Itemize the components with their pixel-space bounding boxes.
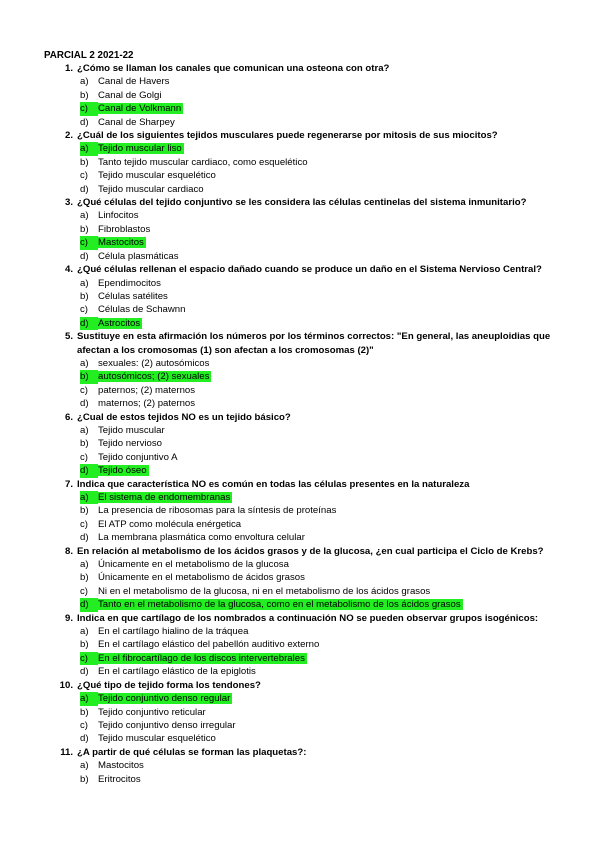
option-letter: b) (80, 572, 89, 584)
question-header (44, 330, 564, 357)
correct-answer-option (44, 652, 564, 665)
question-6 (44, 411, 564, 478)
answer-option (44, 384, 564, 397)
question-text: Indica en que cartílago de los nombrados a continuación NO se pueden observar grupos isogénicos: (77, 612, 539, 624)
option-text: Célula plasmáticas (98, 250, 179, 262)
option-letter: b) (80, 290, 89, 302)
answer-option (44, 75, 564, 88)
option-text: El sistema de endomembranas (98, 492, 231, 503)
question-3 (44, 196, 564, 263)
option-letter: b) (80, 706, 89, 718)
option-text: Tejido conjuntivo denso regular (98, 693, 231, 705)
question-number: 2. (64, 130, 73, 142)
question-header (44, 612, 564, 625)
option-letter: a) (80, 693, 89, 705)
option-text: Células satélites (98, 290, 168, 302)
question-number: 11. (60, 746, 73, 758)
answer-option (44, 531, 564, 544)
question-list (44, 62, 564, 786)
question-number: 8. (64, 545, 73, 557)
correct-answer-option (44, 317, 564, 330)
option-letter: b) (80, 156, 89, 168)
option-letter: c) (80, 719, 88, 731)
question-text: ¿Cuál de los siguientes tejidos musculares puede regenerarse por mitosis de sus miocitos? (77, 130, 498, 142)
option-text: paternos; (2) maternos (98, 384, 196, 396)
question-header (44, 478, 564, 491)
answer-option (44, 156, 564, 169)
option-letter: a) (80, 559, 89, 571)
answer-option (44, 223, 564, 236)
answer-option (44, 719, 564, 732)
option-letter: d) (80, 733, 89, 745)
option-letter: d) (80, 317, 89, 329)
option-letter: b) (80, 223, 89, 235)
option-text: En el cartílago hialino de la tráquea (98, 626, 249, 638)
question-2 (44, 129, 564, 196)
question-number: 9. (64, 612, 73, 624)
option-text: Canal de Volkmann (98, 103, 182, 115)
option-letter: d) (80, 183, 89, 195)
correct-answer-option (44, 102, 564, 115)
question-header (44, 411, 564, 424)
question-4 (44, 263, 564, 330)
option-letter: d) (80, 532, 89, 544)
option-letter: b) (80, 505, 89, 517)
option-text: autosómicos; (2) sexuales (98, 371, 210, 383)
page-title: PARCIAL 2 2021-22 (44, 50, 134, 61)
option-letter: a) (80, 210, 89, 222)
answer-option (44, 585, 564, 598)
option-text: Tejido nervioso (98, 438, 162, 450)
correct-answer-option (44, 236, 564, 249)
option-letter: a) (80, 357, 89, 369)
option-text: maternos; (2) paternos (98, 398, 196, 410)
option-text: Ependimocitos (98, 277, 161, 289)
option-letter: c) (80, 451, 88, 463)
question-number: 3. (64, 197, 73, 209)
option-text: Tejido conjuntivo denso irregular (98, 719, 236, 731)
question-text: ¿Cómo se llaman los canales que comunican una osteona con otra? (77, 63, 390, 74)
option-text: Únicamente en el metabolismo de la glucosa (98, 559, 289, 571)
answer-option (44, 277, 564, 290)
option-letter: b) (80, 371, 89, 383)
question-9 (44, 612, 564, 679)
option-letter: c) (80, 237, 88, 249)
answer-option (44, 451, 564, 464)
answer-option (44, 357, 564, 370)
option-text: Tanto en el metabolismo de la glucosa, como en el metabolismo de los ácidos grasos (98, 599, 461, 611)
option-text: Tejido muscular esquelético (98, 170, 216, 182)
correct-answer-option (44, 491, 564, 504)
option-letter: d) (80, 250, 89, 262)
answer-option (44, 732, 564, 745)
option-text: Canal de Golgi (98, 89, 162, 101)
answer-option (44, 504, 564, 517)
answer-option (44, 558, 564, 571)
question-header (44, 196, 564, 209)
question-number: 4. (64, 264, 73, 276)
question-number: 5. (64, 331, 73, 343)
question-text: ¿Cual de estos tejidos NO es un tejido básico? (77, 411, 291, 423)
question-header (44, 129, 564, 142)
answer-option (44, 638, 564, 651)
answer-option (44, 209, 564, 222)
answer-option (44, 424, 564, 437)
option-letter: c) (80, 384, 88, 396)
option-letter: b) (80, 639, 89, 651)
option-text: Fibroblastos (98, 223, 151, 235)
option-text: Tejido muscular (98, 424, 165, 436)
option-letter: d) (80, 116, 89, 128)
question-header (44, 62, 564, 75)
question-header (44, 263, 564, 276)
option-text: Tejido conjuntivo reticular (98, 706, 206, 718)
answer-option (44, 625, 564, 638)
option-letter: d) (80, 465, 89, 477)
answer-option (44, 759, 564, 772)
answer-option (44, 303, 564, 316)
option-letter: d) (80, 398, 89, 410)
option-text: En el cartílago elástico de la epiglotis (98, 666, 256, 678)
question-header (44, 679, 564, 692)
option-text: El ATP como molécula enérgetica (98, 518, 242, 530)
answer-option (44, 183, 564, 196)
correct-answer-option (44, 142, 564, 155)
question-text: En relación al metabolismo de los ácidos grasos y de la glucosa, ¿en cual participa el Ciclo de Krebs? (77, 545, 544, 557)
option-text: Astrocitos (98, 317, 141, 329)
correct-answer-option (44, 598, 564, 611)
option-letter: c) (80, 304, 88, 316)
option-text: Mastocitos (98, 237, 144, 249)
question-text: ¿Qué células del tejido conjuntivo se les considera las células centinelas del sistema inmunitario? (77, 197, 527, 209)
question-header (44, 746, 564, 759)
option-text: sexuales: (2) autosómicos (98, 357, 210, 369)
correct-answer-option (44, 370, 564, 383)
option-letter: a) (80, 492, 89, 503)
option-letter: d) (80, 666, 89, 678)
option-letter: d) (80, 599, 89, 611)
question-8 (44, 545, 564, 612)
answer-option (44, 89, 564, 102)
option-text: Eritrocitos (98, 773, 141, 785)
option-text: Tejido muscular liso (98, 143, 182, 155)
question-number: 10. (59, 679, 73, 691)
question-text: ¿Qué tipo de tejido forma los tendones? (77, 679, 261, 691)
question-text: Indica que característica NO es común en todas las células presentes en la naturaleza (77, 478, 470, 490)
correct-answer-option (44, 464, 564, 477)
option-letter: c) (80, 170, 88, 182)
option-text: Tejido óseo (98, 465, 147, 477)
option-text: La presencia de ribosomas para la síntesis de proteínas (98, 505, 337, 517)
answer-option (44, 397, 564, 410)
option-text: Células de Schawnn (98, 304, 186, 316)
question-1 (44, 62, 564, 129)
option-letter: a) (80, 143, 89, 155)
option-letter: a) (80, 277, 89, 289)
question-number: 7. (64, 478, 73, 490)
answer-option (44, 665, 564, 678)
correct-answer-option (44, 692, 564, 705)
question-5 (44, 330, 564, 410)
option-letter: a) (80, 424, 89, 436)
option-text: Tanto tejido muscular cardiaco, como esquelético (98, 156, 308, 168)
question-text: ¿A partir de qué células se forman las plaquetas?: (77, 746, 307, 758)
answer-option (44, 116, 564, 129)
answer-option (44, 518, 564, 531)
option-text: Únicamente en el metabolismo de ácidos grasos (98, 572, 305, 584)
option-letter: a) (80, 760, 89, 772)
answer-option (44, 169, 564, 182)
question-number: 6. (64, 411, 73, 423)
answer-option (44, 571, 564, 584)
option-letter: c) (80, 103, 88, 115)
option-text: En el cartílago elástico del pabellón auditivo externo (98, 639, 320, 651)
question-11 (44, 746, 564, 786)
option-letter: c) (80, 652, 88, 664)
option-text: Tejido muscular cardiaco (98, 183, 204, 195)
option-text: En el fibrocartílago de los discos intervertebrales (98, 652, 305, 664)
option-letter: b) (80, 773, 89, 785)
answer-option (44, 773, 564, 786)
option-letter: c) (80, 585, 88, 597)
option-letter: a) (80, 76, 89, 88)
option-text: Mastocitos (98, 760, 144, 772)
option-text: Tejido muscular esquelético (98, 733, 216, 745)
answer-option (44, 706, 564, 719)
question-10 (44, 679, 564, 746)
question-text: Sustituye en esta afirmación los números por los términos correctos: "En general, las aneuploidias que afectan a los cromosomas (1) son afectan a los cromosomas (2)" (77, 331, 551, 356)
option-letter: b) (80, 438, 89, 450)
question-text: ¿Qué células rellenan el espacio dañado cuando se produce un daño en el Sistema Nervioso Central? (77, 264, 542, 276)
option-letter: b) (80, 89, 89, 101)
option-text: Canal de Sharpey (98, 116, 175, 128)
option-letter: a) (80, 626, 89, 638)
question-7 (44, 478, 564, 545)
question-number: 1. (64, 63, 73, 74)
answer-option (44, 290, 564, 303)
option-letter: c) (80, 518, 88, 530)
option-text: La membrana plasmática como envoltura celular (98, 532, 305, 544)
option-text: Canal de Havers (98, 76, 170, 88)
option-text: Ni en el metabolismo de la glucosa, ni en el metabolismo de los ácidos grasos (98, 585, 431, 597)
answer-option (44, 437, 564, 450)
question-header (44, 545, 564, 558)
option-text: Linfocitos (98, 210, 139, 222)
answer-option (44, 250, 564, 263)
option-text: Tejido conjuntivo A (98, 451, 178, 463)
